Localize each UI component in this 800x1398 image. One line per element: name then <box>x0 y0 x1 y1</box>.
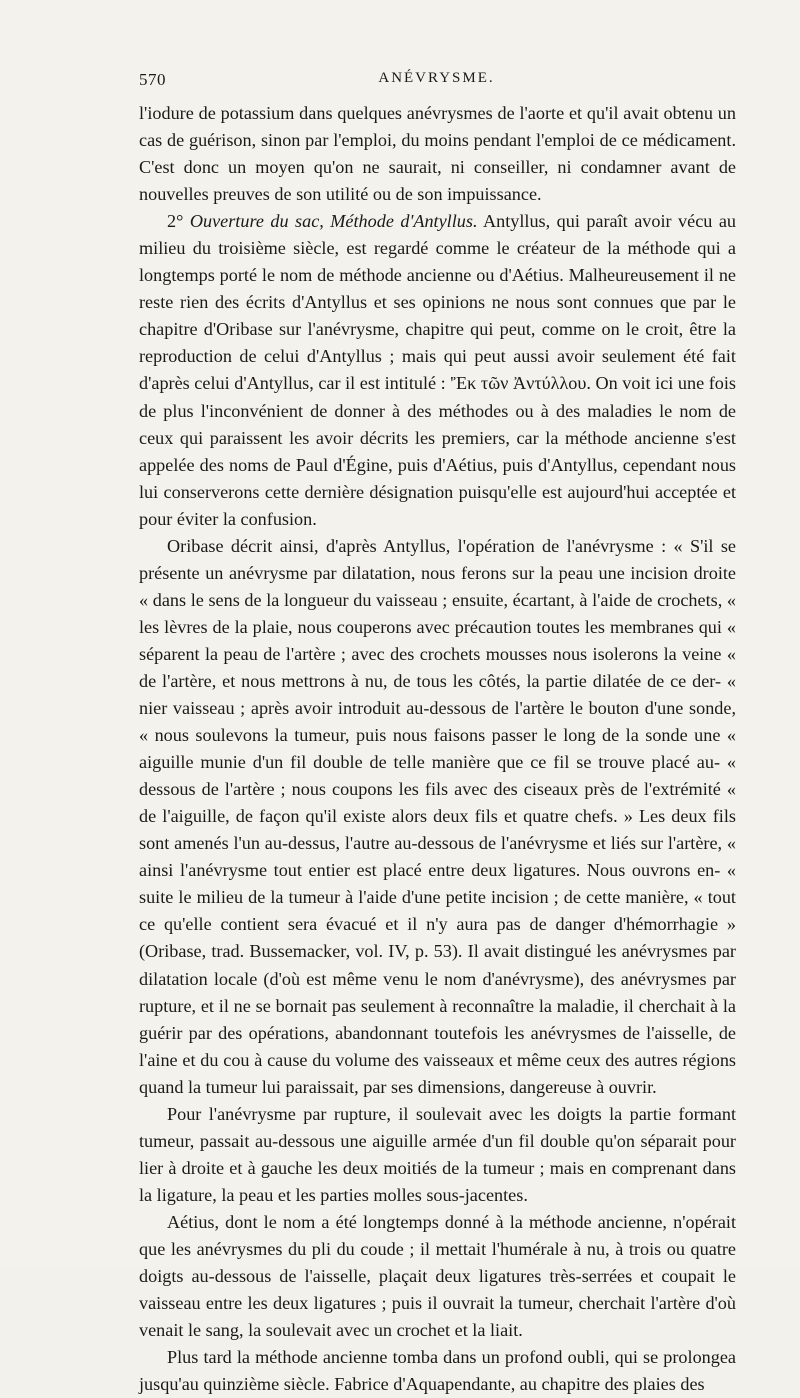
paragraph-fabrice: Plus tard la méthode ancienne tomba dans un profond oubli, qui se prolongea jusqu'au quinzième siècle. Fabrice d'Aquapendante, au chapitre des plaies des <box>139 1347 736 1395</box>
page-header <box>139 70 734 94</box>
paragraph-text: Antyllus, qui paraît avoir vécu au milieu du troisième siècle, est regardé comme le créateur de la méthode qui a longtemps porté le nom de méthode ancienne ou d'Aétius. Malheureusement il ne reste rien des écrits d'Antyllus et ses opinions ne nous sont connues que par le chapitre d'Oribase sur l'anévrysme, chapitre qui peut, comme on le croit, être la reproduction de celui d'Antyllus ; mais qui peut aussi avoir seulement été fait d'après celui d'Antyllus, car il est intitulé : 'Ἐκ τῶν Ἀντύλλου. On voit ici une fois de plus l'inconvénient de donner à des méthodes ou à des maladies le nom de ceux qui paraissent les avoir décrits les premiers, car la méthode ancienne s'est appelée des noms de Paul d'Égine, puis d'Aétius, puis d'Antyllus, cependant nous lui conserverons cette dernière désignation puisqu'elle est aujourd'hui acceptée et pour éviter la confusion. <box>139 211 736 529</box>
paragraph-rupture: Pour l'anévrysme par rupture, il soulevait avec les doigts la partie formant tumeur, passait au-dessous une aiguille armée d'un fil double qu'on séparait pour lier à droite et à gauche les deux moitiés de la tumeur ; mais en comprenant dans la ligature, la peau et les parties molles sous-jacentes. <box>139 1103 736 1205</box>
page-number: 570 <box>139 70 166 89</box>
section-heading: Ouverture du sac, Méthode d'Antyllus. <box>189 211 478 232</box>
paragraph-oribase-quote: Oribase décrit ainsi, d'après Antyllus, l'opération de l'anévrysme : « S'il se présente un anévrysme par dilatation, nous ferons sur la peau une incision droite « dans le sens de la longueur du vaisseau ; ensuite, écartant, à l'aide de crochets, « les lèvres de la plaie, nous couperons avec précaution toutes les membranes qui « séparent la peau de l'artère ; avec des crochets mousses nous isolerons la veine « de l'artère, et nous mettrons à nu, de tous les côtés, la partie dilatée de ce der- « nier vaisseau ; après avoir introduit au-dessous de l'artère le bouton d'une sonde, « nous soulevons la tumeur, puis nous faisons passer le long de la sonde une « aiguille munie d'un fil double de telle manière que ce fil se trouve placé au- « dessous de l'artère ; nous coupons les fils avec des ciseaux près de l'extrémité « de l'aiguille, de façon qu'il existe alors deux fils et quatre chefs. » Les deux fils sont amenés l'un au-dessus, l'autre au-dessous de l'anévrysme et liés sur l'artère, « ainsi l'anévrysme tout entier est placé entre deux ligatures. Nous ouvrons en- « suite le milieu de la tumeur à l'aide d'une petite incision ; de cette manière, « tout ce qu'elle contient sera évacué et il n'y aura pas de danger d'hémorrhagie » (Oribase, trad. Bussemacker, vol. IV, p. 53). Il avait distingué les anévrysmes par dilatation locale (d'où est même venu le nom d'anévrysme), des anévrysmes par rupture, et il ne se bornait pas seulement à reconnaître la maladie, il cherchait à la guérir par des opérations, abandonnant toutefois les anévrysmes de l'aisselle, de l'aine et du cou à cause du volume des vaisseaux et même ceux des autres régions quand la tumeur lui paraissait, par ses dimensions, dangereuse à ouvrir. <box>139 535 736 1097</box>
paragraph-antyllus-method <box>139 208 736 533</box>
paragraph-continuation: l'iodure de potassium dans quelques anévrysmes de l'aorte et qu'il avait obtenu un cas de guérison, sinon par l'emploi, du moins pendant l'emploi de ce médicament. C'est donc un moyen qu'on ne saurait, ni conseiller, ni condamner avant de nouvelles preuves de son utilité ou de son impuissance. <box>139 103 736 205</box>
section-number: 2° <box>167 211 190 232</box>
body-text <box>139 100 736 1398</box>
running-title: ANÉVRYSME. <box>378 70 495 86</box>
paragraph-aetius: Aétius, dont le nom a été longtemps donné à la méthode ancienne, n'opérait que les anévrysmes du pli du coude ; il mettait l'humérale à nu, à trois ou quatre doigts au-dessous de l'aisselle, plaçait deux ligatures très-serrées et coupait le vaisseau entre les deux ligatures ; puis il ouvrait la tumeur, cherchait l'artère d'où venait le sang, la soulevait avec un crochet et la liait. <box>139 1211 736 1341</box>
